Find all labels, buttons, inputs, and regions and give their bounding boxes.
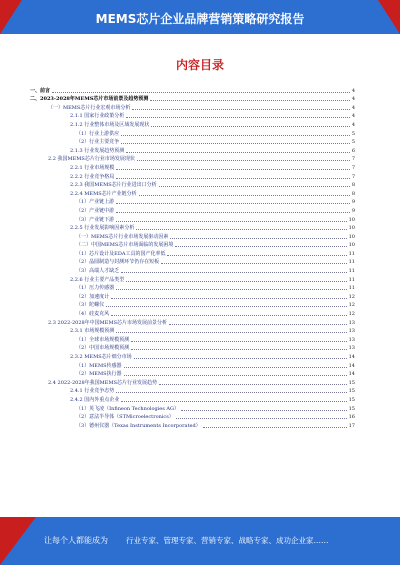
toc-entry[interactable] [30,205,355,214]
toc-dot-leader [124,375,347,376]
toc-entry[interactable] [30,188,355,197]
report-header-banner [0,0,400,34]
toc-entry-page: 13 [348,319,355,326]
toc-dot-leader [159,186,350,187]
toc-dot-leader [126,281,346,282]
toc-entry-label: （1）英飞凌（Infineon Technologies AG） [76,405,179,412]
toc-entry-label: （一）MEMS芯片行业市场发展驱动因素 [76,233,169,240]
toc-entry-label: （3）德州仪器（Texas Instruments Incorporated） [76,422,201,429]
toc-entry-label: （1）全球市场规模预测 [76,336,130,343]
toc-heading: 内容目录 [175,58,224,72]
toc-entry-label: 一、前言 [30,87,51,94]
footer-chevron [0,517,36,565]
toc-entry-page: 11 [348,285,355,292]
toc-entry-page: 16 [348,414,355,421]
toc-entry-label: 2.4 2022-2028年我国MEMS芯片行业发展趋势 [48,379,157,386]
toc-entry-label: 2.2.2 行业竞争格局 [70,173,115,180]
toc-entry[interactable] [30,377,355,386]
toc-entry-label: （2）晶圆制造与封测环节仍存在短板 [76,259,160,266]
toc-entry[interactable] [30,214,355,223]
toc-entry[interactable] [30,308,355,317]
toc-entry-label: （2）加速度计 [76,293,110,300]
toc-entry[interactable] [30,128,355,137]
toc-dot-leader [176,418,347,419]
toc-entry-page: 11 [348,250,355,257]
toc-entry-label: （2）行业主要竞争 [76,139,120,146]
toc-entry-page: 10 [348,242,355,249]
toc-entry-page: 11 [348,276,355,283]
toc-dot-leader [161,263,346,264]
toc-dot-leader [121,272,346,273]
toc-dot-leader [116,212,350,213]
toc-entry[interactable] [30,317,355,326]
toc-dot-leader [116,332,346,333]
toc-entry[interactable] [30,102,355,111]
toc-entry-page: 4 [351,104,355,111]
toc-entry[interactable] [30,145,355,154]
toc-entry[interactable] [30,85,355,94]
toc-dot-leader [116,203,350,204]
toc-dot-leader [52,92,350,93]
toc-entry-label: （2）中国市场规模预测 [76,345,130,352]
footer-banner [0,517,400,565]
toc-entry-label: 2.4.1 行业竞争态势 [70,388,115,395]
toc-entry-label: （1）行业上游供应 [76,130,120,137]
toc-entry-page: 4 [351,113,355,120]
toc-entry-page: 13 [348,345,355,352]
toc-entry-page: 15 [348,405,355,412]
toc-dot-leader [181,410,347,411]
toc-entry-label: 2.1.2 行业整体市场及区域发展现状 [70,121,150,128]
toc-entry[interactable] [30,291,355,300]
toc-entry[interactable] [30,257,355,266]
toc-entry-page: 8 [351,190,355,197]
toc-entry-page: 5 [351,139,355,146]
toc-dot-leader [121,135,350,136]
toc-entry-label: （2）产业链中游 [76,207,115,214]
toc-entry[interactable] [30,94,355,103]
toc-entry-page: 5 [351,130,355,137]
toc-entry-page: 10 [348,225,355,232]
toc-entry-page: 17 [348,422,355,429]
toc-entry[interactable] [30,403,355,412]
toc-entry[interactable] [30,240,355,249]
toc-dot-leader [175,246,346,247]
toc-entry-label: （1）压力传感器 [76,285,115,292]
toc-dot-leader [136,229,346,230]
toc-entry[interactable] [30,394,355,403]
toc-entry[interactable] [30,343,355,352]
toc-dot-leader [116,392,346,393]
toc-entry-label: （3）高端人才缺乏 [76,268,120,275]
toc-entry-page: 14 [348,362,355,369]
toc-entry-page: 11 [348,259,355,266]
toc-entry[interactable] [30,326,355,335]
toc-entry-label: 2.3.2 MEMS芯片细分市场 [70,354,132,360]
toc-entry[interactable] [30,265,355,274]
toc-entry-label: 2.4.2 国内外重点企业 [70,396,120,403]
toc-dot-leader [121,401,346,402]
toc-entry-label: （一）MEMS芯片行业宏观市场分析 [48,104,131,111]
toc-entry-label: （2）意法半导体（STMicroelectronics） [76,414,174,421]
toc-entry-page: 12 [348,293,355,300]
toc-entry-label: （1）芯片设计及EDA工具的国产化率低 [76,250,166,257]
toc-entry[interactable] [30,351,355,360]
report-title: MEMS芯片企业品牌营销策略研究报告 [95,12,305,26]
toc-entry-page: 13 [348,328,355,335]
toc-entry-label: 2.3 2022-2028年中国MEMS芯片市场发展前景分析 [48,319,167,326]
toc-entry-page: 7 [351,164,355,171]
toc-entry-label: （4）硅麦克风 [76,311,110,318]
toc-entry-page: 15 [348,379,355,386]
toc-dot-leader [151,126,349,127]
toc-dot-leader [137,160,350,161]
toc-dot-leader [111,298,346,299]
toc-entry[interactable] [30,283,355,292]
toc-dot-leader [124,367,347,368]
toc-entry-label: 2.2.6 行业主要产品类型 [70,276,125,283]
toc-entry[interactable] [30,111,355,120]
toc-entry[interactable] [30,412,355,421]
toc-entry[interactable] [30,386,355,395]
toc-entry-label: （二）中国MEMS芯片市场面临的发展困境 [76,242,174,249]
toc-entry-label: 2.2.1 行业市场规模 [70,164,115,171]
toc-entry-page: 12 [348,311,355,318]
toc-entry-label: 2.2.5 行业发展影响因素分析 [70,225,135,232]
toc-entry[interactable] [30,162,355,171]
toc-entry-page: 10 [348,216,355,223]
toc-entry-page: 15 [348,388,355,395]
toc-entry[interactable] [30,248,355,257]
toc-entry-label: （3）产业链下游 [76,216,115,223]
toc-dot-leader [167,255,346,256]
toc-entry-label: （1）MEMS传感器 [76,362,122,369]
toc-dot-leader [116,289,346,290]
toc-entry-page: 9 [351,199,355,206]
toc-entry[interactable] [30,274,355,283]
toc-entry-page: 14 [348,371,355,378]
toc-entry[interactable] [30,180,355,189]
toc-dot-leader [126,117,350,118]
toc-dot-leader [116,169,350,170]
toc-entry-page: 10 [348,233,355,240]
footer-tagline: 行业专家、管理专家、营销专家、战略专家、成功企业家…… [126,536,329,545]
toc-entry-page: 7 [351,156,355,163]
toc-dot-leader [116,221,346,222]
toc-entry-label: （2）MEMS执行器 [76,371,122,378]
toc-entry-label: （3）陀螺仪 [76,302,105,309]
toc-entry-page: 12 [348,302,355,309]
toc-entry[interactable] [30,420,355,429]
toc-dot-leader [139,195,350,196]
toc-dot-leader [131,341,346,342]
toc-dot-leader [203,427,347,428]
toc-dot-leader [169,324,347,325]
toc-dot-leader [150,100,349,101]
toc-entry-label: 2.1.3 行业发展趋势预测 [70,147,125,154]
table-of-contents [30,85,355,429]
toc-entry-page: 9 [351,207,355,214]
toc-dot-leader [126,152,350,153]
toc-dot-leader [111,315,346,316]
toc-entry-page: 8 [351,182,355,189]
toc-entry-page: 4 [351,121,355,128]
toc-entry-label: 2.2 我国MEMS芯片行业市场发展现状 [48,156,135,163]
toc-entry-page: 4 [351,96,355,103]
toc-dot-leader [131,349,346,350]
toc-dot-leader [106,306,346,307]
toc-entry-page: 14 [348,354,355,360]
toc-entry[interactable] [30,334,355,343]
toc-dot-leader [134,358,347,359]
toc-entry-label: 2.1.1 国家行业政策分析 [70,113,125,120]
toc-dot-leader [159,384,347,385]
toc-entry-label: 2.3.1 市场规模预测 [70,328,115,335]
toc-entry-label: 2.2.4 MEMS芯片产业链分析 [70,190,137,197]
toc-entry-label: （1）产业链上游 [76,199,115,206]
toc-entry[interactable] [30,137,355,146]
toc-entry-page: 7 [351,173,355,180]
toc-entry-label: 二、2023-2028年MEMS芯片市场前景及趋势预测 [30,96,149,103]
toc-entry[interactable] [30,154,355,163]
toc-entry[interactable] [30,360,355,369]
toc-dot-leader [132,109,349,110]
footer-slogan: 让每个人都能成为 [44,536,108,545]
toc-entry-page: 6 [351,147,355,154]
toc-dot-leader [170,238,346,239]
toc-dot-leader [121,143,350,144]
toc-dot-leader [116,178,350,179]
toc-entry[interactable] [30,300,355,309]
toc-entry[interactable] [30,231,355,240]
toc-entry[interactable] [30,197,355,206]
toc-entry-page: 4 [351,87,355,94]
toc-entry-page: 15 [348,396,355,403]
toc-entry[interactable] [30,223,355,232]
toc-entry[interactable] [30,369,355,378]
toc-entry[interactable] [30,119,355,128]
toc-entry[interactable] [30,171,355,180]
toc-entry-page: 11 [348,268,355,275]
toc-entry-page: 13 [348,336,355,343]
toc-entry-label: 2.2.3 我国MEMS芯片行业进出口分析 [70,182,157,189]
